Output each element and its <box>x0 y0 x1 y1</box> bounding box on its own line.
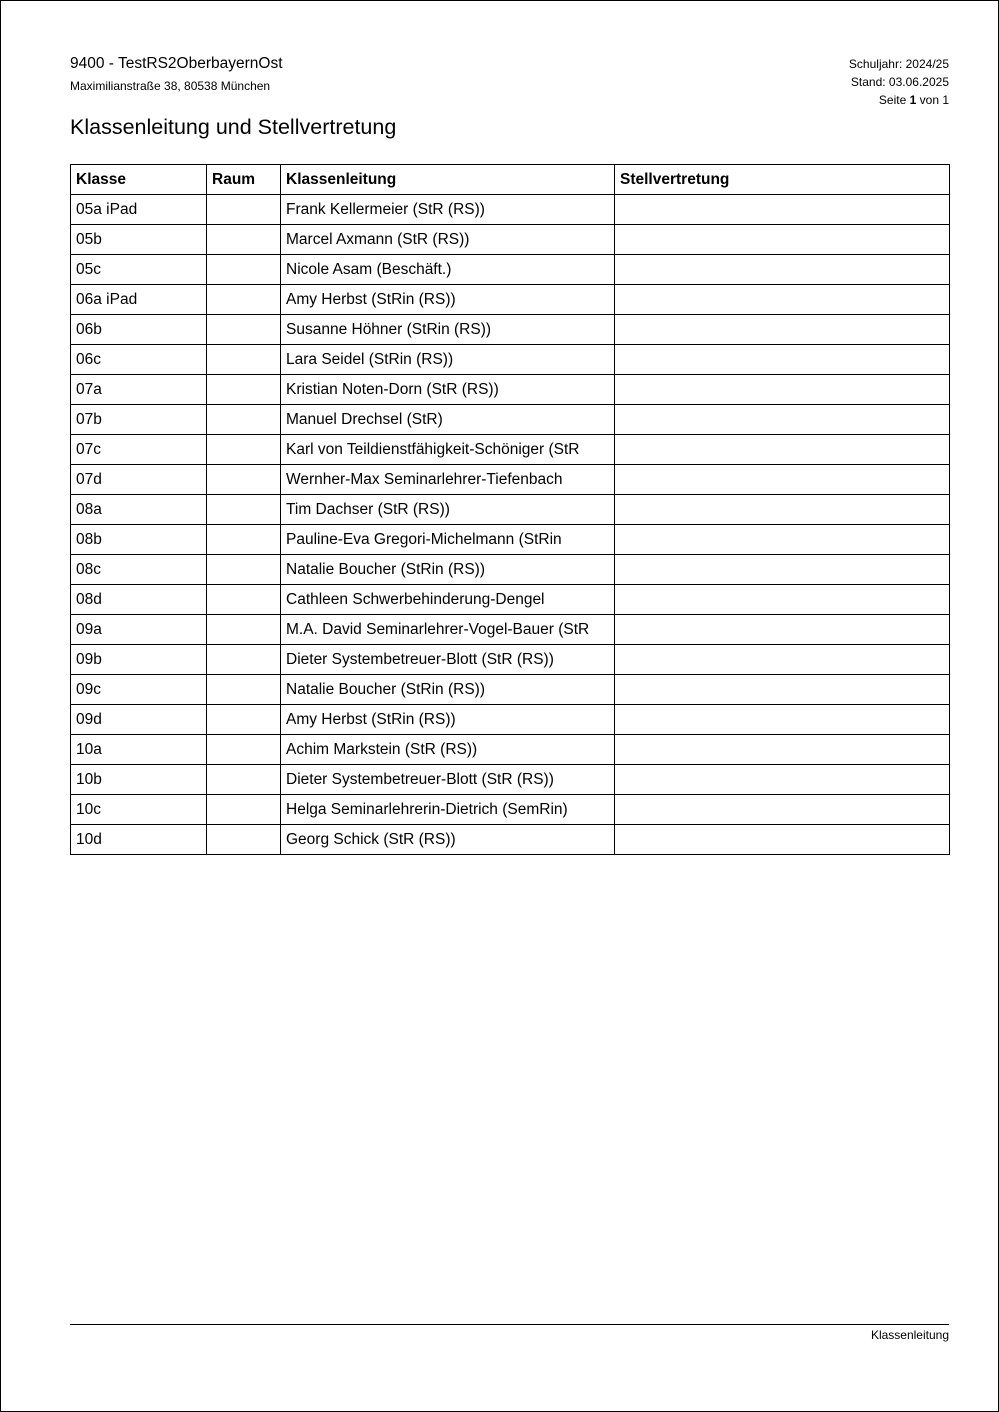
school-name: 9400 - TestRS2OberbayernOst <box>70 55 283 72</box>
cell-klasse: 07d <box>71 465 207 495</box>
table-row <box>71 525 950 555</box>
cell-raum <box>207 765 281 795</box>
cell-klassenleitung: Dieter Systembetreuer-Blott (StR (RS)) <box>281 645 615 675</box>
cell-raum <box>207 465 281 495</box>
cell-raum <box>207 315 281 345</box>
cell-stellvertretung <box>615 765 950 795</box>
page-of: von 1 <box>919 93 949 107</box>
cell-klassenleitung: Cathleen Schwerbehinderung-Dengel <box>281 585 615 615</box>
table-row <box>71 795 950 825</box>
cell-klassenleitung: Achim Markstein (StR (RS)) <box>281 735 615 765</box>
cell-raum <box>207 525 281 555</box>
school-address: Maximilianstraße 38, 80538 München <box>70 79 271 93</box>
cell-klassenleitung: M.A. David Seminarlehrer-Vogel-Bauer (StR <box>281 615 615 645</box>
cell-stellvertretung <box>615 465 950 495</box>
cell-stellvertretung <box>615 615 950 645</box>
page-number: 1 <box>909 93 917 107</box>
cell-raum <box>207 795 281 825</box>
page-title: Klassenleitung und Stellvertretung <box>70 115 397 139</box>
cell-klassenleitung: Frank Kellermeier (StR (RS)) <box>281 195 615 225</box>
table-row <box>71 345 950 375</box>
page-label: Seite <box>878 93 907 107</box>
cell-stellvertretung <box>615 435 950 465</box>
table-row <box>71 375 950 405</box>
cell-raum <box>207 195 281 225</box>
school-year: Schuljahr: 2024/25 <box>848 57 949 71</box>
cell-klassenleitung: Susanne Höhner (StRin (RS)) <box>281 315 615 345</box>
class-leadership-table <box>70 164 950 855</box>
cell-klasse: 09d <box>71 705 207 735</box>
table-header-row <box>71 165 950 195</box>
cell-klasse: 06c <box>71 345 207 375</box>
cell-raum <box>207 555 281 585</box>
cell-klassenleitung: Amy Herbst (StRin (RS)) <box>281 285 615 315</box>
cell-raum <box>207 615 281 645</box>
cell-klasse: 09a <box>71 615 207 645</box>
table-row <box>71 195 950 225</box>
cell-klasse: 08c <box>71 555 207 585</box>
column-header-klassenleitung: Klassenleitung <box>281 165 615 195</box>
cell-klasse: 07b <box>71 405 207 435</box>
cell-klassenleitung: Georg Schick (StR (RS)) <box>281 825 615 855</box>
cell-klasse: 06b <box>71 315 207 345</box>
table-row <box>71 705 950 735</box>
cell-klasse: 10d <box>71 825 207 855</box>
cell-stellvertretung <box>615 375 950 405</box>
cell-raum <box>207 495 281 525</box>
cell-klassenleitung: Natalie Boucher (StRin (RS)) <box>281 555 615 585</box>
table-row <box>71 465 950 495</box>
cell-raum <box>207 645 281 675</box>
cell-stellvertretung <box>615 675 950 705</box>
cell-klasse: 05b <box>71 225 207 255</box>
cell-stellvertretung <box>615 255 950 285</box>
column-header-stellvertretung: Stellvertretung <box>615 165 950 195</box>
cell-raum <box>207 585 281 615</box>
table-row <box>71 675 950 705</box>
cell-klasse: 08a <box>71 495 207 525</box>
table-row <box>71 495 950 525</box>
table-row <box>71 585 950 615</box>
cell-stellvertretung <box>615 645 950 675</box>
cell-klassenleitung: Kristian Noten-Dorn (StR (RS)) <box>281 375 615 405</box>
cell-stellvertretung <box>615 285 950 315</box>
cell-stellvertretung <box>615 555 950 585</box>
as-of-date: Stand: 03.06.2025 <box>850 75 949 89</box>
cell-klasse: 08d <box>71 585 207 615</box>
cell-raum <box>207 375 281 405</box>
cell-raum <box>207 735 281 765</box>
table-row <box>71 615 950 645</box>
cell-raum <box>207 405 281 435</box>
column-header-klasse: Klasse <box>71 165 207 195</box>
table-row <box>71 285 950 315</box>
cell-klasse: 08b <box>71 525 207 555</box>
cell-klasse: 10c <box>71 795 207 825</box>
cell-stellvertretung <box>615 795 950 825</box>
cell-raum <box>207 675 281 705</box>
table-row <box>71 555 950 585</box>
footer-label: Klassenleitung <box>870 1328 949 1342</box>
cell-klassenleitung: Amy Herbst (StRin (RS)) <box>281 705 615 735</box>
cell-klasse: 06a iPad <box>71 285 207 315</box>
table-row <box>71 825 950 855</box>
table-row <box>71 735 950 765</box>
cell-klassenleitung: Helga Seminarlehrerin-Dietrich (SemRin) <box>281 795 615 825</box>
cell-klassenleitung: Pauline-Eva Gregori-Michelmann (StRin <box>281 525 615 555</box>
cell-klassenleitung: Marcel Axmann (StR (RS)) <box>281 225 615 255</box>
table-row <box>71 645 950 675</box>
cell-stellvertretung <box>615 825 950 855</box>
cell-stellvertretung <box>615 705 950 735</box>
table-row <box>71 225 950 255</box>
cell-klassenleitung: Dieter Systembetreuer-Blott (StR (RS)) <box>281 765 615 795</box>
cell-stellvertretung <box>615 315 950 345</box>
cell-raum <box>207 825 281 855</box>
footer-divider <box>70 1324 949 1325</box>
cell-raum <box>207 705 281 735</box>
cell-klasse: 09c <box>71 675 207 705</box>
document-meta <box>849 55 949 109</box>
cell-klasse: 10a <box>71 735 207 765</box>
cell-klasse: 05a iPad <box>71 195 207 225</box>
page-indicator <box>849 91 949 109</box>
cell-klasse: 07c <box>71 435 207 465</box>
table-row <box>71 315 950 345</box>
cell-klasse: 10b <box>71 765 207 795</box>
table-row <box>71 765 950 795</box>
cell-klassenleitung: Tim Dachser (StR (RS)) <box>281 495 615 525</box>
table-row <box>71 255 950 285</box>
cell-klassenleitung: Manuel Drechsel (StR) <box>281 405 615 435</box>
cell-klassenleitung: Wernher-Max Seminarlehrer-Tiefenbach <box>281 465 615 495</box>
cell-raum <box>207 285 281 315</box>
cell-stellvertretung <box>615 525 950 555</box>
cell-raum <box>207 435 281 465</box>
cell-klassenleitung: Natalie Boucher (StRin (RS)) <box>281 675 615 705</box>
cell-klasse: 07a <box>71 375 207 405</box>
cell-raum <box>207 255 281 285</box>
cell-raum <box>207 225 281 255</box>
cell-klassenleitung: Nicole Asam (Beschäft.) <box>281 255 615 285</box>
cell-klassenleitung: Lara Seidel (StRin (RS)) <box>281 345 615 375</box>
cell-klassenleitung: Karl von Teildienstfähigkeit-Schöniger (StR <box>281 435 615 465</box>
cell-stellvertretung <box>615 345 950 375</box>
cell-stellvertretung <box>615 225 950 255</box>
cell-stellvertretung <box>615 195 950 225</box>
cell-stellvertretung <box>615 735 950 765</box>
table-row <box>71 435 950 465</box>
cell-stellvertretung <box>615 495 950 525</box>
cell-stellvertretung <box>615 585 950 615</box>
column-header-raum: Raum <box>207 165 281 195</box>
cell-stellvertretung <box>615 405 950 435</box>
cell-raum <box>207 345 281 375</box>
cell-klasse: 09b <box>71 645 207 675</box>
cell-klasse: 05c <box>71 255 207 285</box>
table-row <box>71 405 950 435</box>
